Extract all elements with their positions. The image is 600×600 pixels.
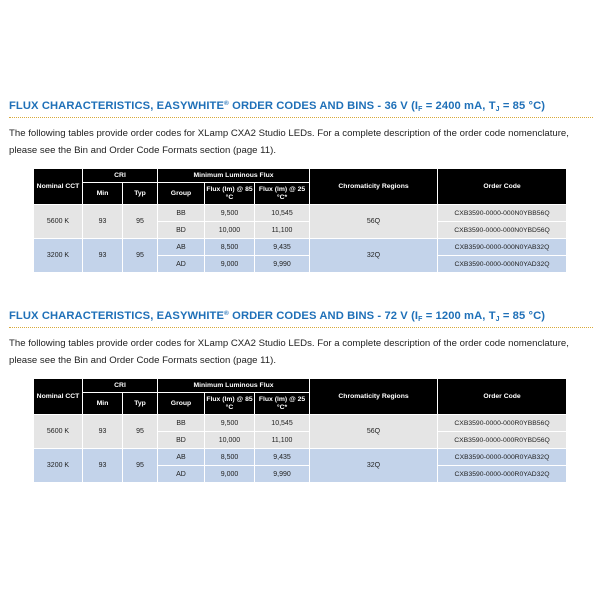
cell-cri-typ: 95 xyxy=(123,415,158,449)
cell-group: BB xyxy=(158,415,205,432)
cell-order-code: CXB3590-0000-000R0YAD32Q xyxy=(438,466,567,483)
cell-cri-min: 93 xyxy=(83,449,123,483)
cell-flux-85c: 9,500 xyxy=(205,205,255,222)
cell-cri-typ: 95 xyxy=(123,449,158,483)
header-order-code: Order Code xyxy=(438,169,567,205)
cell-flux-85c: 8,500 xyxy=(205,239,255,256)
cell-cct: 3200 K xyxy=(34,239,83,273)
order-code-table-36v xyxy=(33,168,567,273)
cell-group: AD xyxy=(158,466,205,483)
header-cri: CRI xyxy=(83,379,158,393)
header-group: Group xyxy=(158,393,205,415)
cell-cri-min: 93 xyxy=(83,239,123,273)
dotted-divider xyxy=(9,327,593,328)
cell-cct: 5600 K xyxy=(34,415,83,449)
header-cri-min: Min xyxy=(83,393,123,415)
cell-group: AB xyxy=(158,449,205,466)
cell-group: BB xyxy=(158,205,205,222)
section-title: FLUX CHARACTERISTICS, EASYWHITE® ORDER CODES AND BINS - 36 V ($I_F = 2400$ mA, $T_J = 85$ °C) xyxy=(9,100,546,113)
cell-group: BD xyxy=(158,222,205,239)
cell-flux-25c: 9,435 xyxy=(255,239,310,256)
header-chromaticity-regions: Chromaticity Regions xyxy=(310,379,438,415)
cell-flux-85c: 10,000 xyxy=(205,432,255,449)
cell-order-code: CXB3590-0000-000R0YBD56Q xyxy=(438,432,567,449)
intro-paragraph: The following tables provide order codes for XLamp CXA2 Studio LEDs. For a complete description of the order code nomenclature, please see the Bin and Order Code Formats section (page 11). xyxy=(9,128,569,156)
header-cri-typ: Typ xyxy=(123,183,158,205)
cell-flux-25c: 10,545 xyxy=(255,205,310,222)
header-flux-25c: Flux (lm) @ 25 °C* xyxy=(255,183,310,205)
cell-chromaticity: 32Q xyxy=(310,449,438,483)
section-title: FLUX CHARACTERISTICS, EASYWHITE® ORDER CODES AND BINS - 72 V ($I_F = 1200$ mA, $T_J = 85$ °C) xyxy=(9,310,546,323)
header-min-luminous-flux: Minimum Luminous Flux xyxy=(158,379,310,393)
cell-order-code: CXB3590-0000-000N0YAB32Q xyxy=(438,239,567,256)
cell-flux-85c: 10,000 xyxy=(205,222,255,239)
cell-group: AB xyxy=(158,239,205,256)
table-row xyxy=(34,239,567,256)
cell-group: AD xyxy=(158,256,205,273)
header-nominal-cct: Nominal CCT xyxy=(34,169,83,205)
order-code-table-72v xyxy=(33,378,567,483)
cell-flux-25c: 11,100 xyxy=(255,432,310,449)
cell-flux-85c: 9,500 xyxy=(205,415,255,432)
section-36v xyxy=(9,99,593,159)
header-cri-typ: Typ xyxy=(123,393,158,415)
dotted-divider xyxy=(9,117,593,118)
header-nominal-cct: Nominal CCT xyxy=(34,379,83,415)
header-chromaticity-regions: Chromaticity Regions xyxy=(310,169,438,205)
cell-flux-25c: 9,990 xyxy=(255,466,310,483)
header-order-code: Order Code xyxy=(438,379,567,415)
cell-flux-85c: 8,500 xyxy=(205,449,255,466)
cell-order-code: CXB3590-0000-000N0YAD32Q xyxy=(438,256,567,273)
table-row xyxy=(34,415,567,432)
header-flux-85c: Flux (lm) @ 85 °C xyxy=(205,393,255,415)
header-group: Group xyxy=(158,183,205,205)
cell-order-code: CXB3590-0000-000N0YBB56Q xyxy=(438,205,567,222)
header-cri: CRI xyxy=(83,169,158,183)
cell-cct: 3200 K xyxy=(34,449,83,483)
header-flux-25c: Flux (lm) @ 25 °C* xyxy=(255,393,310,415)
cell-cri-min: 93 xyxy=(83,205,123,239)
cell-group: BD xyxy=(158,432,205,449)
cell-flux-25c: 9,990 xyxy=(255,256,310,273)
cell-order-code: CXB3590-0000-000R0YAB32Q xyxy=(438,449,567,466)
cell-cri-typ: 95 xyxy=(123,205,158,239)
cell-flux-85c: 9,000 xyxy=(205,466,255,483)
header-min-luminous-flux: Minimum Luminous Flux xyxy=(158,169,310,183)
intro-paragraph: The following tables provide order codes for XLamp CXA2 Studio LEDs. For a complete description of the order code nomenclature, please see the Bin and Order Code Formats section (page 11). xyxy=(9,338,569,366)
cell-chromaticity: 32Q xyxy=(310,239,438,273)
cell-cri-min: 93 xyxy=(83,415,123,449)
table-row xyxy=(34,449,567,466)
cell-chromaticity: 56Q xyxy=(310,415,438,449)
section-72v xyxy=(9,309,593,369)
cell-flux-25c: 11,100 xyxy=(255,222,310,239)
table-row xyxy=(34,205,567,222)
header-flux-85c: Flux (lm) @ 85 °C xyxy=(205,183,255,205)
cell-flux-25c: 10,545 xyxy=(255,415,310,432)
cell-flux-25c: 9,435 xyxy=(255,449,310,466)
cell-cct: 5600 K xyxy=(34,205,83,239)
cell-chromaticity: 56Q xyxy=(310,205,438,239)
header-cri-min: Min xyxy=(83,183,123,205)
cell-cri-typ: 95 xyxy=(123,239,158,273)
cell-flux-85c: 9,000 xyxy=(205,256,255,273)
cell-order-code: CXB3590-0000-000N0YBD56Q xyxy=(438,222,567,239)
cell-order-code: CXB3590-0000-000R0YBB56Q xyxy=(438,415,567,432)
